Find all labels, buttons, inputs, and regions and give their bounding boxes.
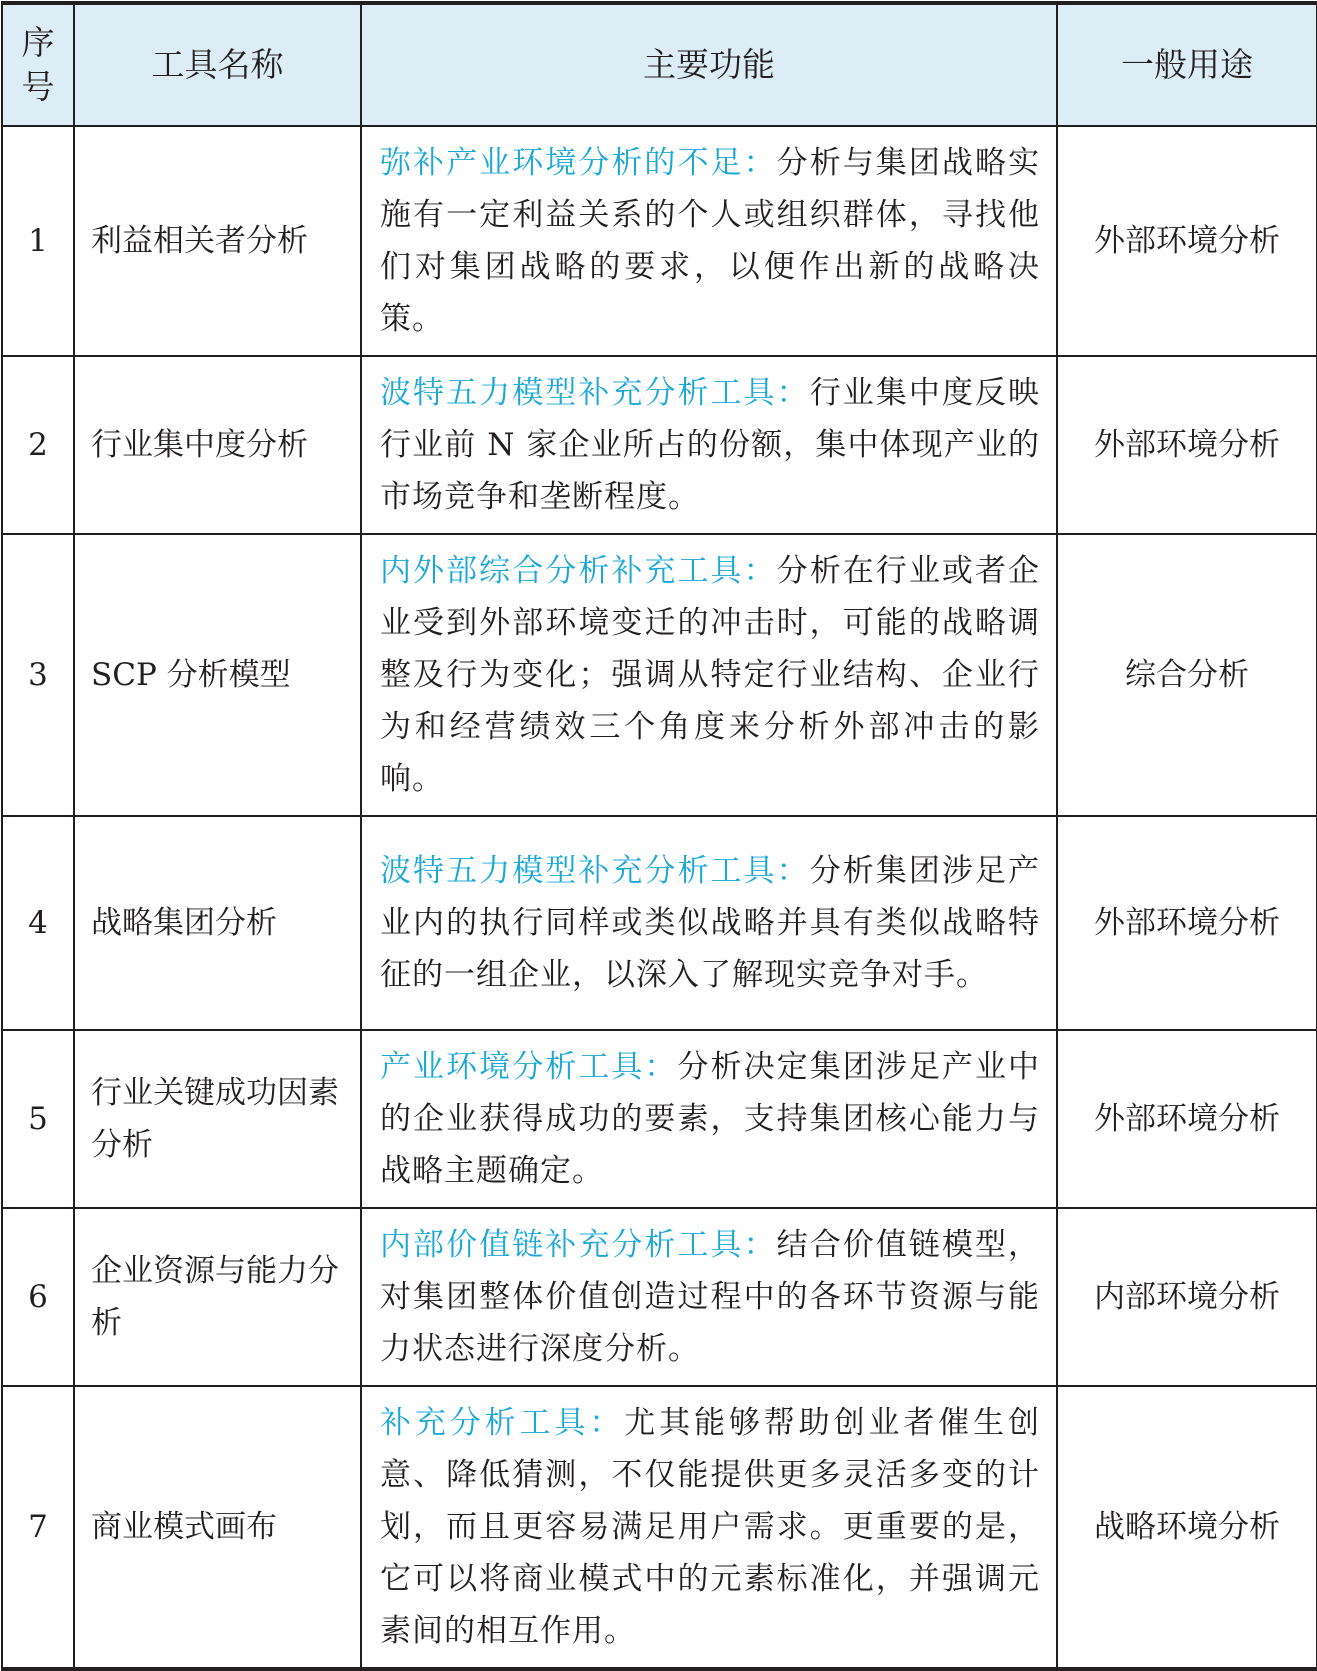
- function-highlight: 补充分析工具：: [380, 1405, 625, 1441]
- row-use: 外部环境分析: [1057, 816, 1317, 1030]
- tools-table: [1, 1, 1317, 1671]
- header-use: 一般用途: [1057, 3, 1317, 126]
- function-text: 行业集中度反映行业前 N 家企业所占的份额，集中体现产业的市场竞争和垄断程度。: [380, 375, 1041, 515]
- row-function: [361, 534, 1057, 816]
- table-row: [2, 1208, 1317, 1386]
- row-tool-name: 利益相关者分析: [74, 126, 361, 356]
- table-row: [2, 126, 1317, 356]
- function-highlight: 弥补产业环境分析的不足：: [380, 145, 777, 181]
- row-no: 5: [2, 1030, 74, 1208]
- row-function: [361, 1386, 1057, 1669]
- table-row: [2, 534, 1317, 816]
- header-function: 主要功能: [361, 3, 1057, 126]
- row-tool-name: 战略集团分析: [74, 816, 361, 1030]
- function-highlight: 波特五力模型补充分析工具：: [380, 375, 810, 411]
- header-name: 工具名称: [74, 3, 361, 126]
- tools-table-wrapper: [1, 1, 1316, 1671]
- row-function: [361, 816, 1057, 1030]
- function-text: 分析决定集团涉足产业中的企业获得成功的要素，支持集团核心能力与战略主题确定。: [380, 1049, 1041, 1189]
- function-text: 分析与集团战略实施有一定利益关系的个人或组织群体，寻找他们对集团战略的要求，以便作出新的战略决策。: [380, 145, 1041, 337]
- row-use: 外部环境分析: [1057, 126, 1317, 356]
- row-no: 2: [2, 356, 74, 534]
- row-tool-name: 行业集中度分析: [74, 356, 361, 534]
- function-highlight: 产业环境分析工具：: [380, 1049, 678, 1085]
- table-row: [2, 356, 1317, 534]
- row-tool-name: 行业关键成功因素分析: [74, 1030, 361, 1208]
- row-use: 战略环境分析: [1057, 1386, 1317, 1669]
- function-highlight: 波特五力模型补充分析工具：: [380, 853, 810, 889]
- row-function: [361, 356, 1057, 534]
- row-use: 外部环境分析: [1057, 1030, 1317, 1208]
- function-highlight: 内外部综合分析补充工具：: [380, 553, 777, 589]
- row-no: 4: [2, 816, 74, 1030]
- function-text: 结合价值链模型，对集团整体价值创造过程中的各环节资源与能力状态进行深度分析。: [380, 1227, 1041, 1367]
- function-text: 分析在行业或者企业受到外部环境变迁的冲击时，可能的战略调整及行为变化；强调从特定行业结构、企业行为和经营绩效三个角度来分析外部冲击的影响。: [380, 553, 1041, 797]
- row-use: 内部环境分析: [1057, 1208, 1317, 1386]
- row-no: 1: [2, 126, 74, 356]
- row-function: [361, 1208, 1057, 1386]
- function-text: 尤其能够帮助创业者催生创意、降低猜测，不仅能提供更多灵活多变的计划，而且更容易满足用户需求。更重要的是，它可以将商业模式中的元素标准化，并强调元素间的相互作用。: [380, 1405, 1041, 1649]
- row-function: [361, 126, 1057, 356]
- row-no: 3: [2, 534, 74, 816]
- row-tool-name: SCP 分析模型: [74, 534, 361, 816]
- function-text: 分析集团涉足产业内的执行同样或类似战略并具有类似战略特征的一组企业，以深入了解现实竞争对手。: [380, 853, 1041, 993]
- row-use: 外部环境分析: [1057, 356, 1317, 534]
- row-function: [361, 1030, 1057, 1208]
- row-no: 6: [2, 1208, 74, 1386]
- row-tool-name: 商业模式画布: [74, 1386, 361, 1669]
- row-use: 综合分析: [1057, 534, 1317, 816]
- table-header-row: [2, 3, 1317, 126]
- table-row: [2, 1030, 1317, 1208]
- table-row: [2, 1386, 1317, 1669]
- function-highlight: 内部价值链补充分析工具：: [380, 1227, 777, 1263]
- row-no: 7: [2, 1386, 74, 1669]
- row-tool-name: 企业资源与能力分析: [74, 1208, 361, 1386]
- table-row: [2, 816, 1317, 1030]
- header-no: 序号: [2, 3, 74, 126]
